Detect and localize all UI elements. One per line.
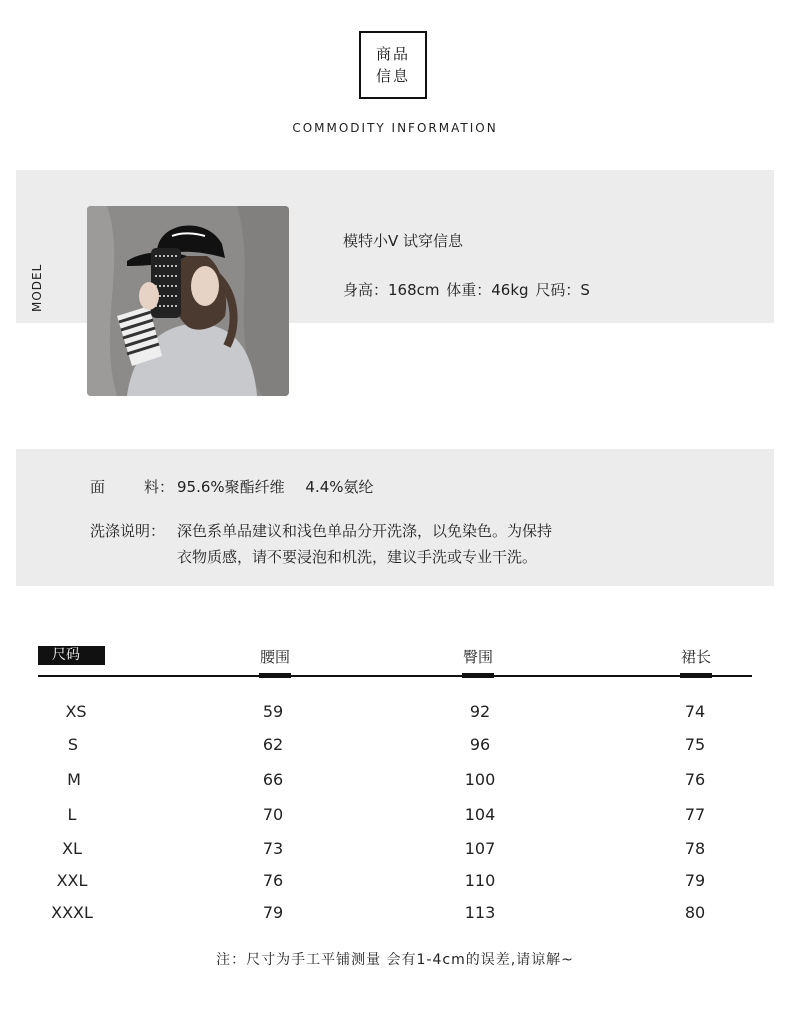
length-cell: 77 [684,805,706,824]
model-heading: 模特小V 试穿信息 [343,232,464,250]
fabric-label-part1: 面 [90,478,106,496]
waist-cell: 62 [262,735,284,754]
model-photo [87,206,289,396]
waist-cell: 73 [262,839,284,858]
waist-cell: 79 [262,903,284,922]
waist-cell: 70 [262,805,284,824]
length-cell: 75 [684,735,706,754]
hip-cell: 107 [464,839,496,858]
fabric-value: 95.6%聚酯纤维 4.4%氨纶 [177,478,374,496]
length-cell: 74 [684,702,706,721]
length-cell: 76 [684,770,706,789]
length-cell: 78 [684,839,706,858]
size-header: 尺码 [52,647,80,663]
waist-cell: 76 [262,871,284,890]
waist-tick [259,673,291,678]
hip-cell: 110 [464,871,496,890]
size-cell: L [67,805,77,824]
title-badge [359,31,427,99]
measurement-note: 注：尺寸为手工平铺测量 会有1-4cm的误差,请谅解~ [216,952,574,968]
wash-label: 洗涤说明： [90,522,166,540]
hip-tick [462,673,494,678]
wash-instructions-line1: 深色系单品建议和浅色单品分开洗涤，以免染色。为保持 [177,522,553,540]
size-cell: XXL [56,871,88,890]
size-cell: M [67,770,81,789]
size-cell: XS [65,702,87,721]
length-tick [680,673,712,678]
hip-cell: 96 [469,735,491,754]
size-cell: S [67,735,79,754]
length-cell: 80 [684,903,706,922]
model-photo-illustration [87,206,289,396]
hip-cell: 113 [464,903,496,922]
size-cell: XXXL [51,903,93,922]
model-stats: 身高：168cm 体重：46kg 尺码：S [343,281,590,299]
wash-instructions-line2: 衣物质感，请不要浸泡和机洗，建议手洗或专业干洗。 [177,548,538,566]
fabric-label [90,476,175,497]
waist-header: 腰围 [259,648,291,666]
hip-cell: 92 [469,702,491,721]
length-cell: 79 [684,871,706,890]
title-en: COMMODITY INFORMATION [292,121,498,135]
hip-header: 臀围 [462,648,494,666]
hip-cell: 104 [464,805,496,824]
length-header: 裙长 [680,648,712,666]
waist-cell: 66 [262,770,284,789]
table-header-rule [38,675,752,677]
size-cell: XL [62,839,82,858]
title-cn-line1: 商品 [375,45,410,63]
hip-cell: 100 [464,770,496,789]
fabric-label-part2: 料： [144,478,175,496]
model-side-label: MODEL [30,263,44,312]
waist-cell: 59 [262,702,284,721]
title-cn-line2: 信息 [375,67,410,85]
